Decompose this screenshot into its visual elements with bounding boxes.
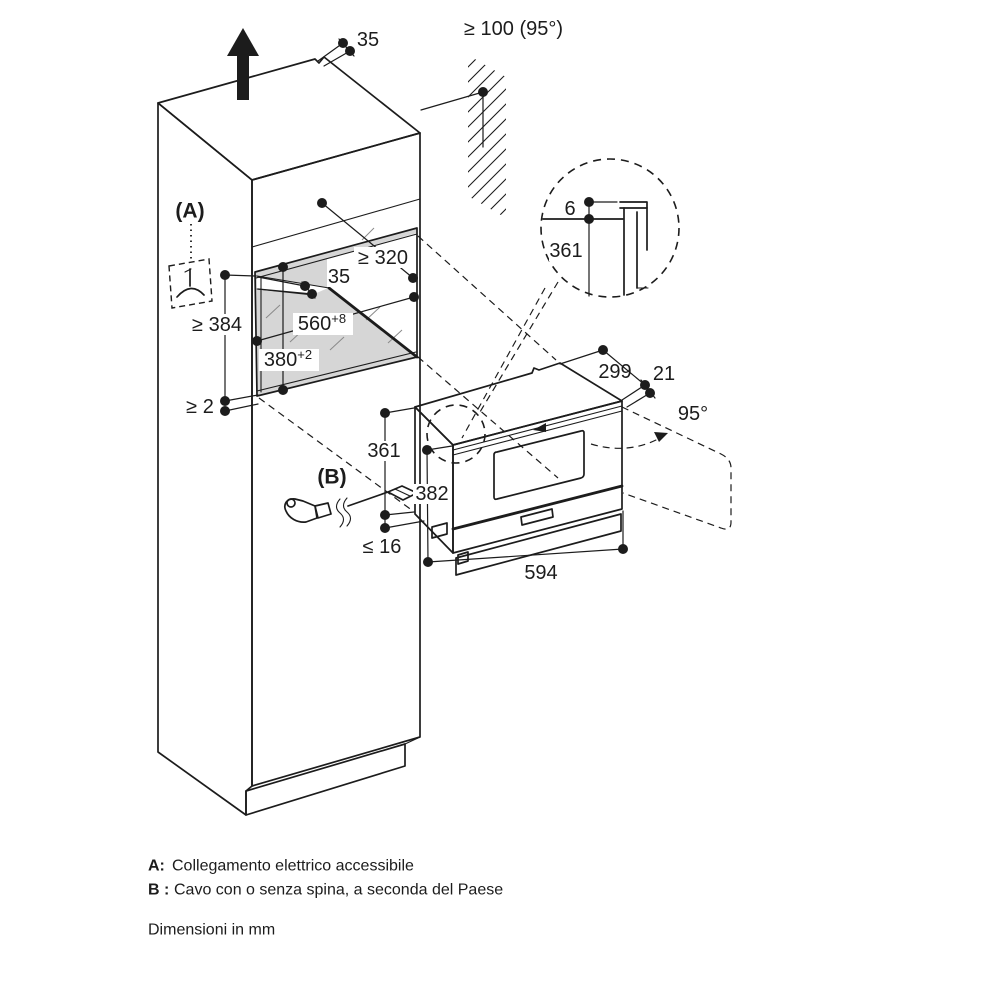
dim-door-offset [627, 363, 675, 407]
niche-strip-label: 35 [327, 266, 351, 288]
oven-door-top-edge-2 [453, 411, 622, 455]
niche-depth-label: ≥ 320 [358, 247, 408, 269]
units-note: Dimensioni in mm [148, 921, 276, 939]
dim-detail-6 [549, 197, 617, 296]
dim-cable-space [363, 515, 424, 558]
tall-cabinet [158, 57, 420, 815]
door-offset-label: 21 [652, 363, 676, 385]
appliance-height-label: 382 [415, 483, 449, 505]
top-notch-label: 35 [356, 29, 380, 51]
cable-space-label: ≤ 16 [362, 536, 402, 558]
detail-height-label: 361 [549, 240, 583, 262]
legend-a-text: Collegamento elettrico accessibile [172, 857, 414, 875]
power-cable [348, 492, 388, 506]
power-plug-icon [285, 499, 331, 522]
cabinet-top-face [158, 57, 420, 180]
legend [148, 858, 503, 939]
microwave-oven [415, 363, 622, 575]
niche-width-value: 560 [297, 313, 332, 335]
oven-foot-right [458, 552, 468, 564]
oven-foot-left [432, 523, 447, 538]
door-angle-label: 95° [677, 403, 709, 425]
cabinet-plinth [246, 744, 405, 815]
niche-width-tolerance: +8 [331, 310, 347, 326]
appliance-depth-label: 299 [598, 361, 632, 383]
dim-side-height [366, 408, 414, 520]
callout-b-label: (B) [317, 465, 347, 489]
legend-b-key: B : [148, 881, 170, 899]
door-swing [591, 403, 731, 529]
detail-reference-lines [462, 282, 558, 438]
legend-a-key: A: [148, 857, 165, 875]
oven-door [453, 401, 622, 553]
detail-view-circle [541, 159, 679, 297]
dim-appliance-height [413, 445, 452, 562]
oven-door-gap-line [453, 486, 622, 529]
bottom-clearance-label: ≥ 2 [186, 396, 214, 418]
appliance-width-label: 594 [524, 562, 558, 584]
legend-b-text: Cavo con o senza spina, a seconda del Paese [174, 881, 504, 899]
wall-section-hatch [460, 23, 512, 285]
dim-wall-clearance [421, 18, 563, 147]
dim-appliance-depth [560, 345, 650, 400]
callout-a-label: (A) [175, 199, 205, 223]
wall-clearance-label: ≥ 100 (95°) [464, 18, 564, 40]
outlet-icon [177, 269, 204, 297]
niche-height-tolerance: +2 [297, 346, 313, 362]
side-height-label: 361 [367, 440, 401, 462]
detail-gap-label: 6 [564, 198, 576, 220]
cable-break-symbol [337, 498, 351, 527]
power-connection [285, 466, 417, 528]
min-height-label: ≥ 384 [192, 314, 242, 336]
door-swing-arc [591, 438, 660, 448]
niche-height-value: 380 [263, 349, 298, 371]
up-arrow-icon [227, 28, 259, 100]
cabinet-side-face [158, 103, 252, 815]
detail-bracket-profile [620, 202, 648, 295]
electrical-outlet-callout [169, 200, 212, 309]
door-open-outline [622, 407, 731, 529]
